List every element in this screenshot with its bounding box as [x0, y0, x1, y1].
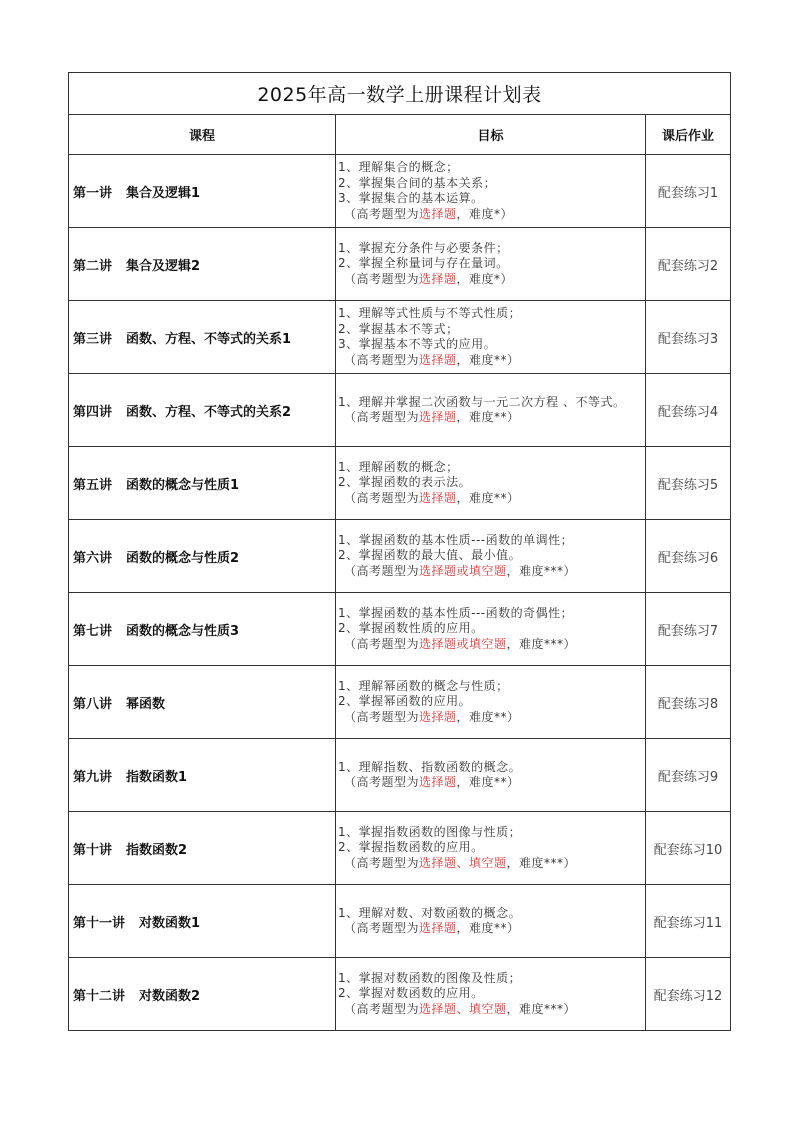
header-course: 课程: [69, 115, 336, 155]
exam-note: [338, 775, 645, 791]
goal-cell: [336, 520, 646, 593]
goal-item: 1、理解集合的概念；: [338, 160, 459, 174]
exam-note: [338, 710, 645, 726]
goal-item: 1、掌握函数的基本性质---函数的单调性；: [338, 532, 574, 547]
lecture-number: 第九讲: [73, 769, 113, 785]
goal-item: 1、掌握充分条件与必要条件；: [338, 240, 509, 255]
exam-note-prefix: （高考题型为: [344, 855, 420, 870]
goal-cell: [336, 447, 646, 520]
exam-note-suffix: ，难度**）: [456, 352, 520, 367]
goal-list: [338, 825, 645, 856]
exam-question-type: 选择题或填空题: [419, 563, 507, 578]
goal-cell: [336, 812, 646, 885]
goal-item: 3、掌握基本不等式的应用。: [338, 337, 497, 351]
exam-note-prefix: （高考题型为: [344, 709, 420, 724]
table-row: [69, 155, 731, 228]
exam-question-type: 选择题: [419, 490, 457, 505]
goal-list: [338, 679, 645, 710]
table-row: [69, 374, 731, 447]
goal-cell: [336, 739, 646, 812]
goal-list: [338, 906, 645, 922]
table-row: [69, 739, 731, 812]
table-row: [69, 958, 731, 1031]
exam-note-suffix: ，难度**）: [456, 709, 520, 724]
course-cell: [69, 447, 336, 520]
header-homework: 课后作业: [646, 115, 731, 155]
homework-cell: 配套练习7: [646, 593, 731, 666]
lecture-topic: 指数函数1: [126, 769, 188, 785]
goal-list: [338, 971, 645, 1002]
exam-note-suffix: ，难度***）: [506, 636, 577, 651]
course-cell: [69, 374, 336, 447]
course-cell: [69, 520, 336, 593]
exam-note-suffix: ，难度***）: [506, 563, 577, 578]
exam-note-prefix: （高考题型为: [344, 775, 420, 789]
goal-list: [338, 533, 645, 564]
goal-item: 2、掌握集合间的基本关系；: [338, 175, 497, 190]
goal-item: 2、掌握全称量词与存在量词。: [338, 256, 509, 271]
header-goal: 目标: [336, 115, 646, 155]
lecture-number: 第五讲: [73, 477, 113, 493]
homework-cell: 配套练习4: [646, 374, 731, 447]
course-cell: [69, 593, 336, 666]
lecture-topic: 函数的概念与性质2: [126, 550, 240, 566]
homework-cell: 配套练习9: [646, 739, 731, 812]
exam-note: [338, 207, 645, 223]
course-cell: [69, 739, 336, 812]
goal-item: 2、掌握幂函数的应用。: [338, 694, 472, 709]
lecture-number: 第十一讲: [73, 915, 126, 931]
table-row: [69, 520, 731, 593]
lecture-topic: 对数函数2: [139, 988, 201, 1004]
lecture-number: 第七讲: [73, 623, 113, 639]
exam-note-prefix: （高考题型为: [344, 563, 420, 578]
goal-cell: [336, 885, 646, 958]
lecture-number: 第十讲: [73, 842, 113, 858]
goal-cell: [336, 155, 646, 228]
exam-note-suffix: ，难度**）: [456, 490, 520, 505]
homework-cell: 配套练习10: [646, 812, 731, 885]
lecture-topic: 函数的概念与性质3: [126, 623, 240, 639]
exam-note: [338, 921, 645, 937]
goal-item: 1、理解对数、对数函数的概念。: [338, 905, 522, 920]
goal-cell: [336, 593, 646, 666]
lecture-topic: 函数的概念与性质1: [126, 477, 240, 493]
course-cell: [69, 228, 336, 301]
homework-cell: 配套练习1: [646, 155, 731, 228]
lecture-topic: 幂函数: [126, 696, 166, 712]
goal-item: 1、理解函数的概念；: [338, 459, 459, 474]
goal-item: 1、理解并掌握二次函数与一元二次方程 、不等式。: [338, 394, 626, 409]
exam-note-prefix: （高考题型为: [344, 921, 420, 935]
exam-question-type: 选择题: [419, 352, 457, 367]
exam-note-prefix: （高考题型为: [344, 271, 420, 286]
table-row: [69, 666, 731, 739]
goal-item: 3、掌握集合的基本运算。: [338, 191, 484, 205]
homework-cell: 配套练习11: [646, 885, 731, 958]
lecture-number: 第一讲: [73, 185, 113, 201]
course-cell: [69, 885, 336, 958]
exam-question-type: 选择题: [419, 921, 457, 935]
exam-question-type: 选择题或填空题: [419, 636, 507, 651]
goal-item: 1、掌握指数函数的图像与性质；: [338, 824, 522, 839]
course-cell: [69, 958, 336, 1031]
goal-cell: [336, 666, 646, 739]
lecture-number: 第十二讲: [73, 988, 126, 1004]
table-row: [69, 447, 731, 520]
lecture-topic: 对数函数1: [139, 915, 201, 931]
exam-question-type: 选择题: [419, 206, 457, 221]
exam-note-prefix: （高考题型为: [344, 410, 420, 424]
goal-list: [338, 306, 645, 353]
exam-note-suffix: ，难度***）: [506, 1001, 577, 1016]
exam-note: [338, 1002, 645, 1018]
goal-item: 1、理解等式性质与不等式性质；: [338, 306, 522, 320]
lecture-topic: 集合及逻辑2: [126, 258, 201, 274]
exam-note-prefix: （高考题型为: [344, 490, 420, 505]
exam-note-prefix: （高考题型为: [344, 636, 420, 651]
exam-note: [338, 353, 645, 369]
exam-note-suffix: ，难度*）: [456, 271, 514, 286]
course-cell: [69, 812, 336, 885]
exam-note-prefix: （高考题型为: [344, 352, 420, 367]
course-cell: [69, 666, 336, 739]
lecture-topic: 指数函数2: [126, 842, 188, 858]
lecture-number: 第八讲: [73, 696, 113, 712]
goal-cell: [336, 374, 646, 447]
exam-note-suffix: ，难度*）: [456, 206, 514, 221]
course-plan-sheet: [68, 72, 730, 1031]
exam-note: [338, 856, 645, 872]
homework-cell: 配套练习12: [646, 958, 731, 1031]
table-row: [69, 812, 731, 885]
lecture-topic: 集合及逻辑1: [126, 185, 201, 201]
exam-question-type: 选择题: [419, 775, 457, 789]
exam-question-type: 选择题: [419, 410, 457, 424]
goal-item: 2、掌握指数函数的应用。: [338, 840, 484, 855]
exam-note: [338, 272, 645, 288]
goal-list: [338, 460, 645, 491]
goal-list: [338, 395, 645, 411]
homework-cell: 配套练习2: [646, 228, 731, 301]
goal-item: 2、掌握函数性质的应用。: [338, 621, 484, 636]
lecture-number: 第六讲: [73, 550, 113, 566]
lecture-topic: 函数、方程、不等式的关系1: [126, 331, 292, 347]
goal-list: [338, 160, 645, 207]
goal-list: [338, 760, 645, 776]
goal-list: [338, 606, 645, 637]
homework-cell: 配套练习8: [646, 666, 731, 739]
goal-item: 2、掌握函数的最大值、最小值。: [338, 548, 522, 563]
goal-item: 2、掌握基本不等式；: [338, 321, 459, 336]
goal-item: 1、掌握函数的基本性质---函数的奇偶性；: [338, 605, 574, 620]
exam-note: [338, 410, 645, 426]
table-row: [69, 593, 731, 666]
table-row: [69, 301, 731, 374]
exam-note: [338, 637, 645, 653]
exam-note-prefix: （高考题型为: [344, 1001, 420, 1016]
table-row: [69, 885, 731, 958]
exam-note-suffix: ，难度***）: [506, 855, 577, 870]
exam-note-suffix: ，难度**）: [456, 410, 520, 424]
exam-note: [338, 564, 645, 580]
goal-item: 1、掌握对数函数的图像及性质；: [338, 970, 522, 985]
homework-cell: 配套练习6: [646, 520, 731, 593]
goal-item: 2、掌握函数的表示法。: [338, 475, 472, 490]
goal-cell: [336, 301, 646, 374]
goal-item: 2、掌握对数函数的应用。: [338, 986, 484, 1001]
lecture-number: 第二讲: [73, 258, 113, 274]
course-plan-table: [68, 72, 731, 1031]
exam-note-suffix: ，难度**）: [456, 775, 520, 789]
homework-cell: 配套练习5: [646, 447, 731, 520]
exam-note-prefix: （高考题型为: [344, 206, 420, 221]
exam-question-type: 选择题、填空题: [419, 1001, 507, 1016]
goal-cell: [336, 228, 646, 301]
lecture-topic: 函数、方程、不等式的关系2: [126, 404, 292, 420]
exam-note: [338, 491, 645, 507]
course-cell: [69, 155, 336, 228]
table-title: 2025年高一数学上册课程计划表: [69, 73, 731, 115]
exam-question-type: 选择题、填空题: [419, 855, 507, 870]
goal-list: [338, 241, 645, 272]
table-row: [69, 228, 731, 301]
exam-note-suffix: ，难度**）: [456, 921, 520, 935]
course-cell: [69, 301, 336, 374]
homework-cell: 配套练习3: [646, 301, 731, 374]
goal-item: 1、理解幂函数的概念与性质；: [338, 678, 509, 693]
lecture-number: 第四讲: [73, 404, 113, 420]
goal-item: 1、理解指数、指数函数的概念。: [338, 759, 522, 774]
exam-question-type: 选择题: [419, 271, 457, 286]
goal-cell: [336, 958, 646, 1031]
exam-question-type: 选择题: [419, 709, 457, 724]
table-body: [69, 155, 731, 1031]
lecture-number: 第三讲: [73, 331, 113, 347]
